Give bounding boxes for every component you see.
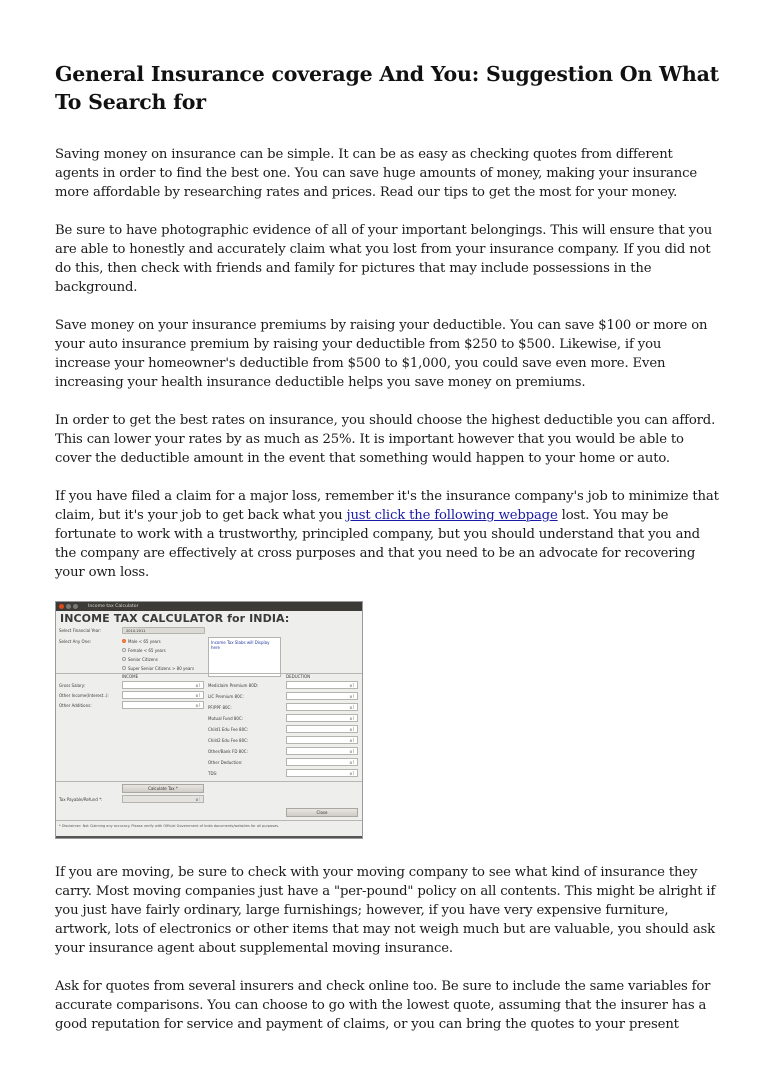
calculate-tax-button: Calculate Tax * <box>122 784 204 793</box>
tax-slab-box: Income Tax Slabs will Display here <box>208 637 281 677</box>
tax-payable-output: 0 <box>122 795 204 803</box>
maximize-window-icon <box>73 604 78 609</box>
select-one-label: Select Any One: <box>59 639 92 644</box>
deduction-field-label: LIC Premium 80C: <box>208 694 244 699</box>
paragraph-with-link <box>55 487 720 582</box>
deduction-field-input: 0 <box>286 747 358 755</box>
disclaimer-text: * Disclaimer: Not Claiming any accuracy. Please verify with Official Government of India documents/websites for all purposes. <box>59 824 280 828</box>
radio-label: Female < 65 years <box>128 648 166 653</box>
close-window-icon <box>59 604 64 609</box>
window-title: Income tax Calculator <box>88 604 139 609</box>
deduction-field-label: Mutual Fund 80C: <box>208 716 244 721</box>
paragraph-text: If you have filed a claim for a major loss, remember it's the insurance company's job to minimize that claim, but it's your job to get back what you <box>55 489 719 523</box>
deduction-field-input: 0 <box>286 714 358 722</box>
deduction-field-label: Child2 Edu Fee 80C: <box>208 738 249 743</box>
paragraph: In order to get the best rates on insurance, you should choose the highest deductible you can afford. This can lower your rates by as much as 25%. It is important however that you would be able to cover the deductible amount in the event that something would happen to your home or auto. <box>55 413 716 466</box>
paragraph: Saving money on insurance can be simple. It can be as easy as checking quotes from different agents in order to find the best one. You can save huge amounts of money, making your insurance more affordable by researching rates and prices. Read our tips to get the most for your money. <box>55 147 697 200</box>
deduction-field-label: PF/PPF 80C: <box>208 705 232 710</box>
article-title: General Insurance coverage And You: Suggestion On What To Search for <box>55 62 719 114</box>
deduction-field-label: Other Deduction: <box>208 760 243 765</box>
paragraph: Be sure to have photographic evidence of all of your important belongings. This will ensure that you are able to honestly and accurately claim what you lost from your insurance company. If you did not do this, then check with friends and family for pictures that may include possessions in the background. <box>55 223 713 295</box>
radio-label: Senior Citizens <box>128 657 158 662</box>
paragraph: Save money on your insurance premiums by raising your deductible. You can save $100 or more on your auto insurance premium by raising your deductible from $250 to $500. Likewise, if you increase your homeowner's deductible from $500 to $1,000, you could save even more. Even increasing your health insurance deductible helps you save money on premiums. <box>55 318 708 390</box>
deduction-field-label: Child1 Edu Fee 80C: <box>208 727 249 732</box>
income-header: INCOME <box>122 674 139 679</box>
divider <box>56 820 362 821</box>
deduction-field-input: 0 <box>286 681 358 689</box>
deduction-field-input: 0 <box>286 769 358 777</box>
radio-icon <box>122 648 126 652</box>
minimize-window-icon <box>66 604 71 609</box>
paragraph-text: lost. You may be fortunate to work with a trustworthy, principled company, but you should understand that you and the company are effectively at cross purposes and that you need to be an advocate for recovering your own loss. <box>55 508 700 580</box>
income-field-input: 0 <box>122 681 204 689</box>
radio-icon <box>122 639 126 643</box>
income-tax-calculator-screenshot <box>55 601 363 839</box>
financial-year-label: Select Financial Year: <box>59 628 102 633</box>
deduction-field-input: 0 <box>286 736 358 744</box>
calculator-heading: INCOME TAX CALCULATOR for INDIA: <box>60 612 290 625</box>
income-field-input: 0 <box>122 701 204 709</box>
radio-icon <box>122 666 126 670</box>
paragraph: Ask for quotes from several insurers and check online too. Be sure to include the same variables for accurate comparisons. You can choose to go with the lowest quote, assuming that the insurer has a good reputation for service and payment of claims, or you can bring the quotes to your present <box>55 979 711 1032</box>
deduction-field-label: TDS: <box>208 771 218 776</box>
paragraph: If you are moving, be sure to check with your moving company to see what kind of insurance they carry. Most moving companies just have a "per-pound" policy on all contents. This might be alright if you just have fairly ordinary, large furnishings; however, if you have very expensive furniture, artwork, lots of electronics or other items that may not weigh much but are valuable, you should ask your insurance agent about supplemental moving insurance. <box>55 865 716 956</box>
income-field-input: 0 <box>122 691 204 699</box>
radio-icon <box>122 657 126 661</box>
deduction-field-input: 0 <box>286 758 358 766</box>
inline-link[interactable]: just click the following webpage <box>346 508 558 523</box>
deduction-field-input: 0 <box>286 725 358 733</box>
window-titlebar <box>56 602 362 611</box>
tax-payable-label: Tax Payable/Refund *: <box>59 797 103 802</box>
income-field-label: Gross Salary: <box>59 683 86 688</box>
radio-label: Male < 65 years <box>128 639 161 644</box>
deduction-field-input: 0 <box>286 692 358 700</box>
window-bottom-border <box>56 836 362 838</box>
document-page <box>55 60 720 1053</box>
divider <box>56 673 362 674</box>
radio-label: Super Senior Citizens > 80 years <box>128 666 195 671</box>
divider <box>56 781 362 782</box>
deduction-field-label: Mediclaim Premium 80D: <box>208 683 259 688</box>
deduction-header: DEDUCTION <box>286 674 311 679</box>
close-button: Close <box>286 808 358 817</box>
income-field-label: Other Income(Interest..): <box>59 693 109 698</box>
deduction-field-input: 0 <box>286 703 358 711</box>
deduction-field-label: Other/Bank FD 80C: <box>208 749 248 754</box>
financial-year-select: 2010-2011 <box>122 627 205 634</box>
income-field-label: Other Additions: <box>59 703 92 708</box>
